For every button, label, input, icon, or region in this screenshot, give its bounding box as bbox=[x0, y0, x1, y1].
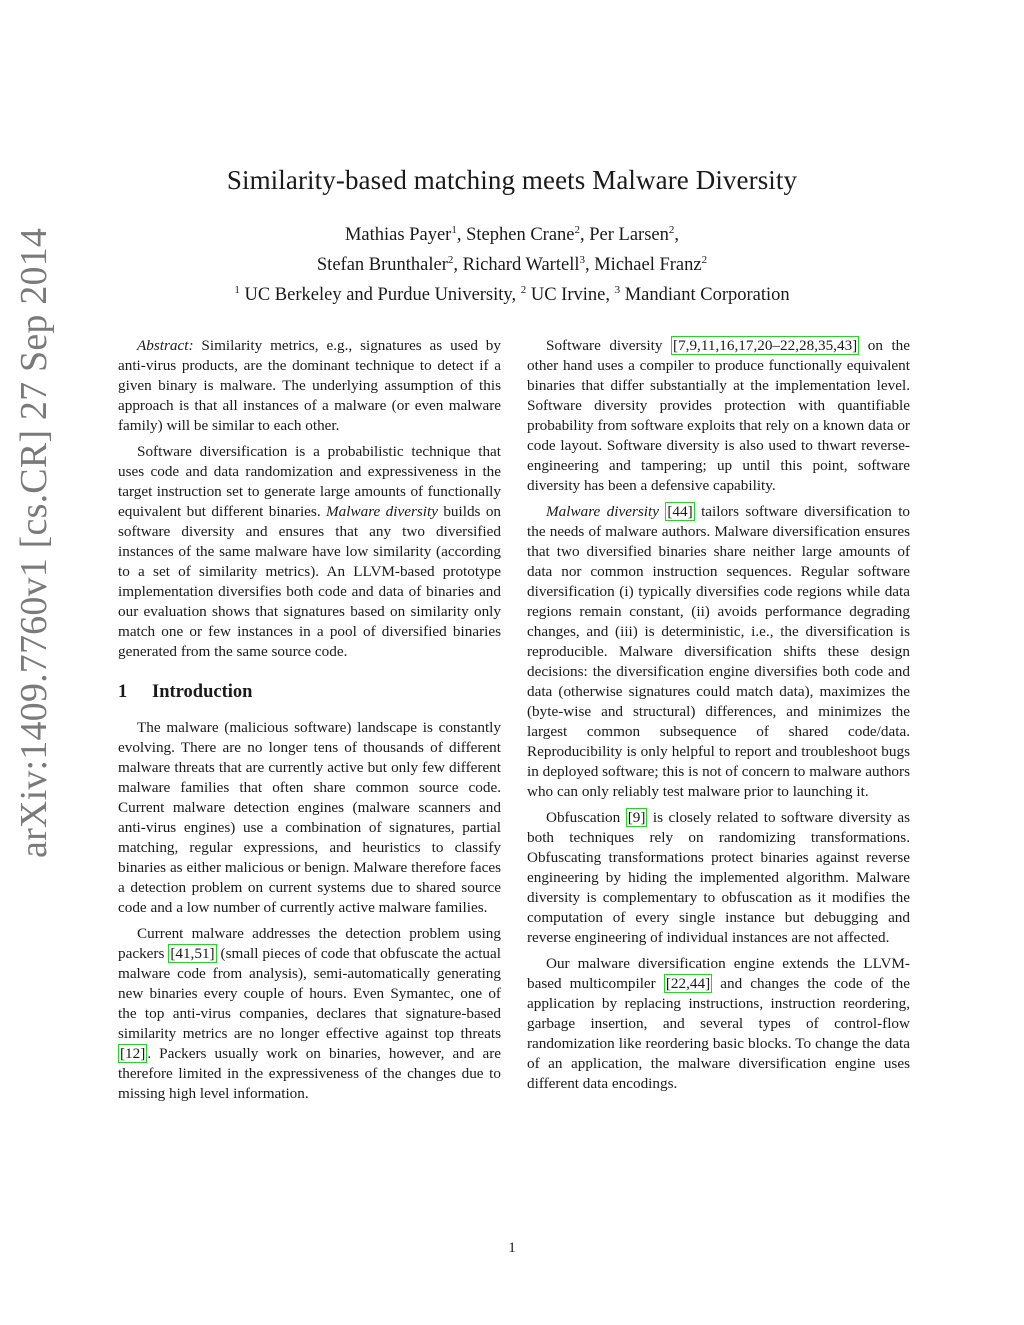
intro-paragraph-6 bbox=[527, 954, 910, 1094]
citation-link[interactable]: [41,51] bbox=[170, 945, 215, 962]
intro-paragraph-4 bbox=[527, 502, 910, 802]
affiliation-marker: 3 bbox=[614, 284, 621, 297]
affiliation: UC Irvine, bbox=[530, 285, 610, 306]
affiliation-marker: 1 bbox=[234, 284, 240, 297]
body-text: Our malware diversification engine extends the LLVM-based multicompiler bbox=[527, 955, 910, 992]
title-block bbox=[0, 165, 1024, 308]
body-text: and changes the code of the application by replacing instructions, instruction reordering, garbage insertion, and several types of control-flow randomization like reordering basic blocks. To change the data of an application, the malware diversification engine uses different data encodings. bbox=[527, 975, 911, 1092]
author-line-2: Stefan Brunthaler$^2$, Richard Wartell$^3$, Michael Franz$^2$ bbox=[316, 254, 708, 276]
right-column bbox=[527, 336, 910, 1100]
intro-paragraph-3 bbox=[527, 336, 910, 496]
intro-paragraph-1: The malware (malicious software) landscape is constantly evolving. There are no longer tens of thousands of different malware threats that are currently active but only few different malware families that often share common source code. Current malware detection engines (malware scanners and anti-virus engines) use a combination of signatures, partial matching, regular expressions, and heuristics to classify binaries as either malicious or benign. Malware therefore faces a detection problem on current systems due to shared source code and a low number of currently active malware families. bbox=[118, 719, 501, 916]
emphasis-text: Malware diversity bbox=[326, 503, 438, 520]
abstract-label: Abstract: bbox=[137, 337, 194, 354]
intro-paragraph-2 bbox=[118, 924, 501, 1104]
intro-paragraph-5 bbox=[527, 808, 910, 948]
citation-link[interactable]: [22,44] bbox=[665, 975, 711, 992]
body-text: tailors software diversification to the needs of malware authors. Malware diversification ensures that two diversified binaries share neither large amounts of data nor common instruction sequences. Regular software diversification (i) typically diversifies code regions while data regions remain constant, (ii) avoids performance degrading changes, and (iii) is deterministic, i.e., the diversification is reproducible. Malware diversification shifts these design decisions: the diversification engine diversifies both code and data (otherwise signatures could match data), maximizes the (byte-wise and structural) differences, and minimizes the largest common subsequence of shared code/data. Reproducibility is only helpful to report and troubleshoot bugs in deployed software; this is not of concern to malware authors who can only reliably test malware prior to launching it. bbox=[527, 503, 911, 800]
author-name: Richard Wartell bbox=[462, 255, 580, 276]
author-list bbox=[0, 218, 1024, 308]
affiliation-marker: 2 bbox=[701, 254, 708, 267]
citation-link[interactable]: [44] bbox=[667, 503, 693, 520]
emphasis-text: Malware diversity bbox=[546, 503, 659, 520]
author-name: Mathias Payer bbox=[344, 225, 452, 246]
body-text: Current malware addresses the detection problem using packers bbox=[118, 925, 501, 962]
affiliation: Mandiant Corporation bbox=[624, 285, 790, 306]
citation-link[interactable]: [7,9,11,16,17,20–22,28,35,43] bbox=[673, 337, 858, 354]
author-name: Stephen Crane bbox=[466, 225, 575, 246]
abstract-text: Software diversification is a probabilistic technique that uses code and data randomization and expressiveness in the target instruction set to generate large amounts of functionally equivalent but different binaries. bbox=[118, 443, 501, 520]
author-name: Stefan Brunthaler bbox=[316, 255, 448, 276]
affiliation-marker: 2 bbox=[447, 254, 454, 267]
affiliation-marker: 3 bbox=[579, 254, 585, 267]
section-title: Introduction bbox=[152, 682, 253, 702]
section-heading-introduction bbox=[118, 682, 501, 702]
body-text: Obfuscation bbox=[546, 809, 621, 826]
abstract-text: builds on software diversity and ensures that any two diversified instances of the same malware have low similarity (according to a set of similarity metrics). An LLVM-based prototype implementation diversifies both code and data of binaries and our evaluation shows that signatures based on similarity only match one or few instances in a pool of diversified binaries generated from the same source code. bbox=[118, 503, 502, 660]
body-text: . Packers usually work on binaries, however, and are therefore limited in the expressiveness of the changes due to missing high level information. bbox=[118, 1045, 501, 1102]
page-number: 1 bbox=[508, 1240, 516, 1256]
citation-link[interactable]: [12] bbox=[120, 1045, 146, 1062]
affiliation: UC Berkeley and Purdue University, bbox=[244, 285, 517, 306]
left-column bbox=[118, 336, 501, 1110]
section-number: 1 bbox=[118, 682, 128, 702]
affiliation-line bbox=[0, 278, 1024, 308]
arxiv-identifier-stamp: arXiv:1409.7760v1 [cs.CR] 27 Sep 2014 bbox=[13, 227, 55, 858]
body-text: Software diversity bbox=[546, 337, 663, 354]
author-name: Per Larsen bbox=[589, 225, 669, 246]
citation-link[interactable]: [9] bbox=[627, 809, 646, 826]
affiliation-marker: 2 bbox=[520, 284, 527, 297]
author-name: Michael Franz bbox=[594, 255, 702, 276]
paper-title: Similarity-based matching meets Malware Diversity bbox=[226, 165, 798, 195]
abstract-paragraph-2 bbox=[118, 442, 501, 662]
author-line-1: Mathias Payer$^1$, Stephen Crane$^2$, Per Larsen$^2$, bbox=[344, 224, 679, 246]
affiliation-marker: 2 bbox=[574, 224, 580, 236]
abstract-paragraph-1 bbox=[118, 336, 501, 436]
abstract-text: Similarity metrics, e.g., signatures as used by anti-virus products, are the dominant technique to detect if a given binary is malware. The underlying assumption of this approach is that all instances of a malware (or even malware family) will be similar to each other. bbox=[118, 337, 501, 434]
body-text: on the other hand uses a compiler to produce functionally equivalent binaries that differ substantially at the implementation level. Software diversity provides protection with quantifiable probability from software exploits that rely on a known data or code layout. Software diversity is also used to thwart reverse-engineering and tampering; up until this point, software diversity has been a defensive capability. bbox=[527, 337, 911, 494]
affiliation-marker: 1 bbox=[451, 224, 457, 236]
affiliation-marker: 2 bbox=[668, 224, 675, 236]
body-text: (small pieces of code that obfuscate the actual malware code from analysis), semi-automatically generating new binaries every couple of hours. Even Symantec, one of the top anti-virus companies, declares that signature-based similarity metrics are no longer effective against top threats bbox=[118, 945, 501, 1042]
body-text: is closely related to software diversity as both techniques rely on randomizing transformations. Obfuscating transformations protect binaries against reverse engineering by hiding the implemented algorithm. Malware diversity is complementary to obfuscation as it modifies the computation of every single instance but debugging and reverse engineering of individual instances are not affected. bbox=[527, 809, 911, 946]
